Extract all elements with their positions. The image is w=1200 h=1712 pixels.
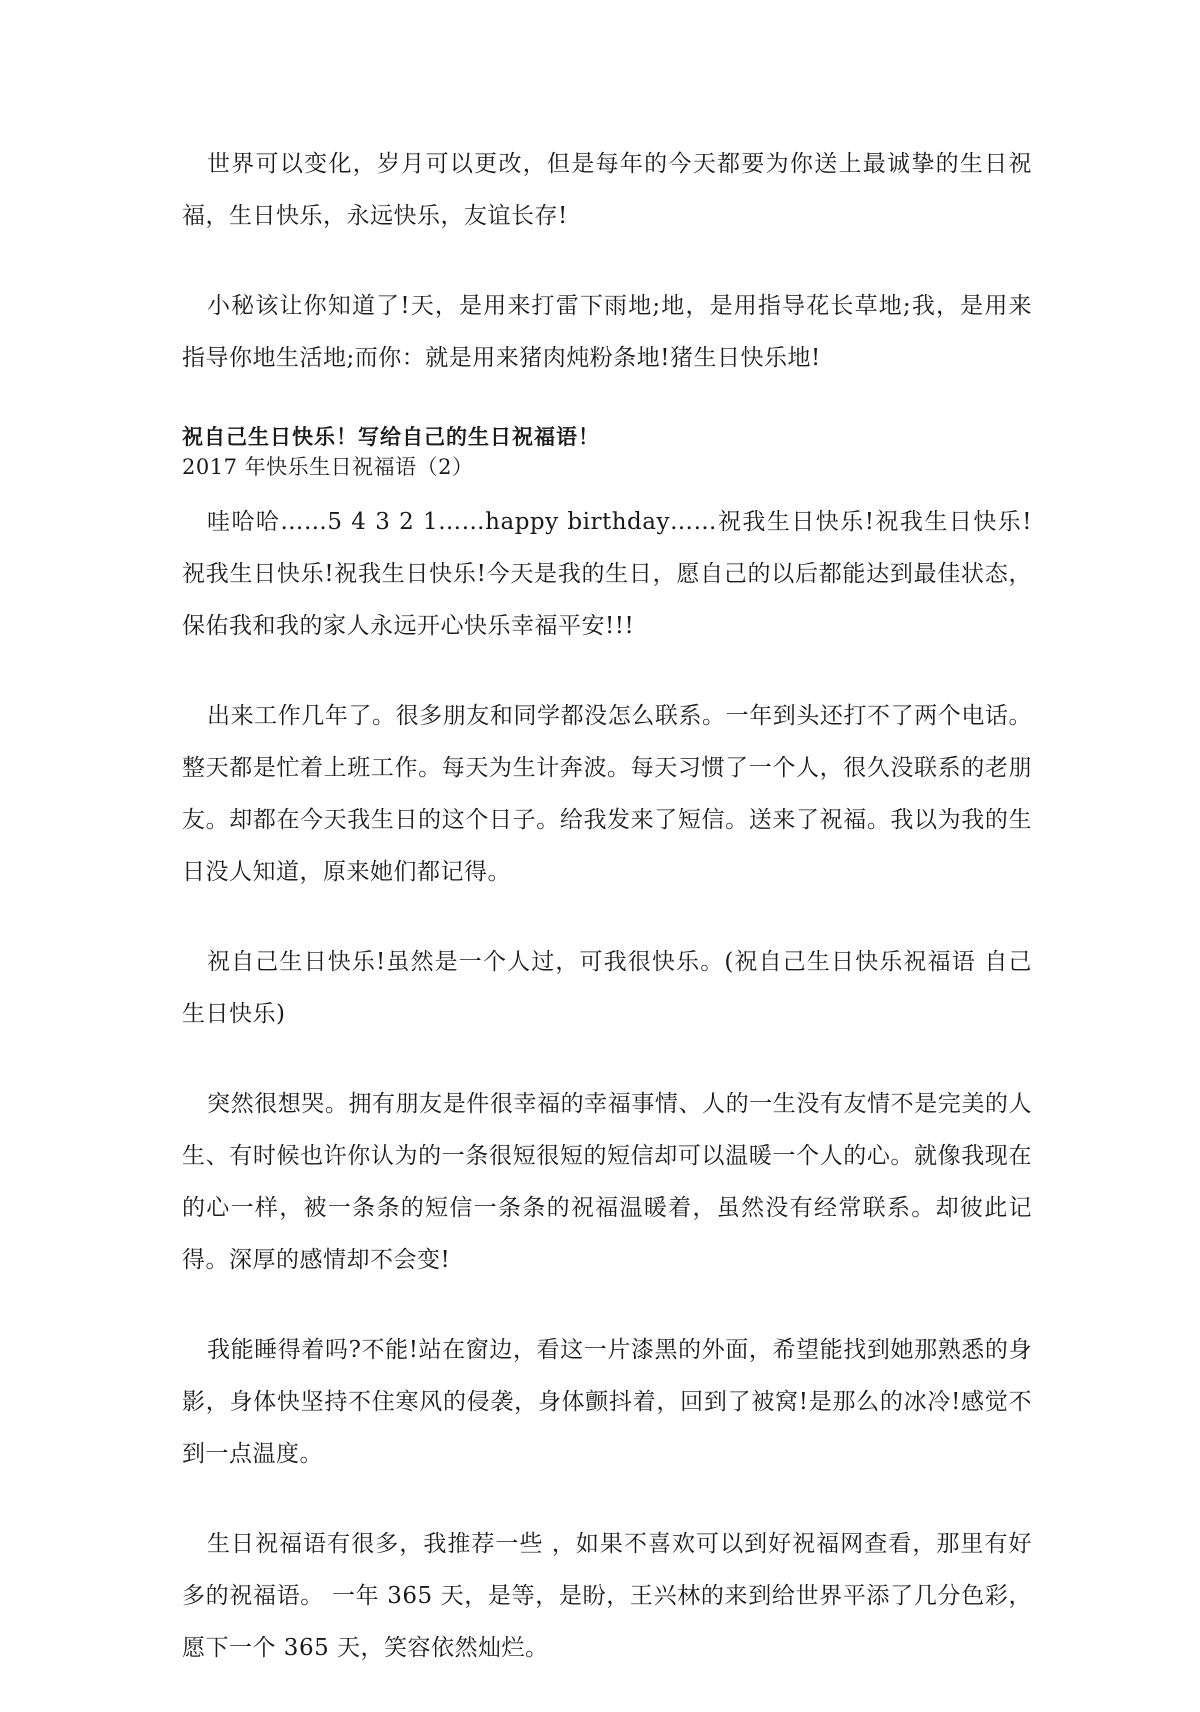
document-body [182, 138, 1032, 1712]
paragraph: 出来工作几年了。很多朋友和同学都没怎么联系。一年到头还打不了两个电话。整天都是忙着上班工作。每天为生计奔波。每天习惯了一个人，很久没联系的老朋友。却都在今天我生日的这个日子。给我发来了短信。送来了祝福。我以为我的生日没人知道，原来她们都记得。 [182, 703, 1032, 885]
paragraph: 我能睡得着吗?不能!站在窗边，看这一片漆黑的外面，希望能找到她那熟悉的身影，身体快坚持不住寒风的侵袭，身体颤抖着，回到了被窝!是那么的冰冷!感觉不到一点温度。 [182, 1337, 1032, 1467]
paragraph: 世界可以变化，岁月可以更改，但是每年的今天都要为你送上最诚挚的生日祝福，生日快乐，永远快乐，友谊长存! [182, 151, 1032, 229]
paragraph: 哇哈哈……5 4 3 2 1……happy birthday……祝我生日快乐!祝我生日快乐!祝我生日快乐!祝我生日快乐!今天是我的生日，愿自己的以后都能达到最佳状态，保佑我和我的家人永远开心快乐幸福平安!!! [182, 509, 1032, 639]
paragraph: 生日祝福语有很多，我推荐一些 ，如果不喜欢可以到好祝福网查看，那里有好多的祝福语。 一年 365 天，是等，是盼，王兴林的来到给世界平添了几分色彩，愿下一个 365 天，笑容依然灿烂。 [182, 1531, 1032, 1661]
paragraph: 小秘该让你知道了!天，是用来打雷下雨地;地，是用指导花长草地;我，是用来指导你地生活地;而你：就是用来猪肉炖粉条地!猪生日快乐地! [182, 293, 1032, 371]
paragraph: 突然很想哭。拥有朋友是件很幸福的幸福事情、人的一生没有友情不是完美的人生、有时候也许你认为的一条很短很短的短信却可以温暖一个人的心。就像我现在的心一样，被一条条的短信一条条的祝福温暖着，虽然没有经常联系。却彼此记得。深厚的感情却不会变! [182, 1091, 1032, 1273]
section-heading [182, 422, 1032, 482]
section-subtitle: 2017 年快乐生日祝福语（2） [182, 455, 474, 479]
section-title: 祝自己生日快乐！写给自己的生日祝福语！ [182, 425, 600, 449]
paragraph: 祝自己生日快乐!虽然是一个人过，可我很快乐。(祝自己生日快乐祝福语 自己生日快乐) [182, 949, 1032, 1027]
